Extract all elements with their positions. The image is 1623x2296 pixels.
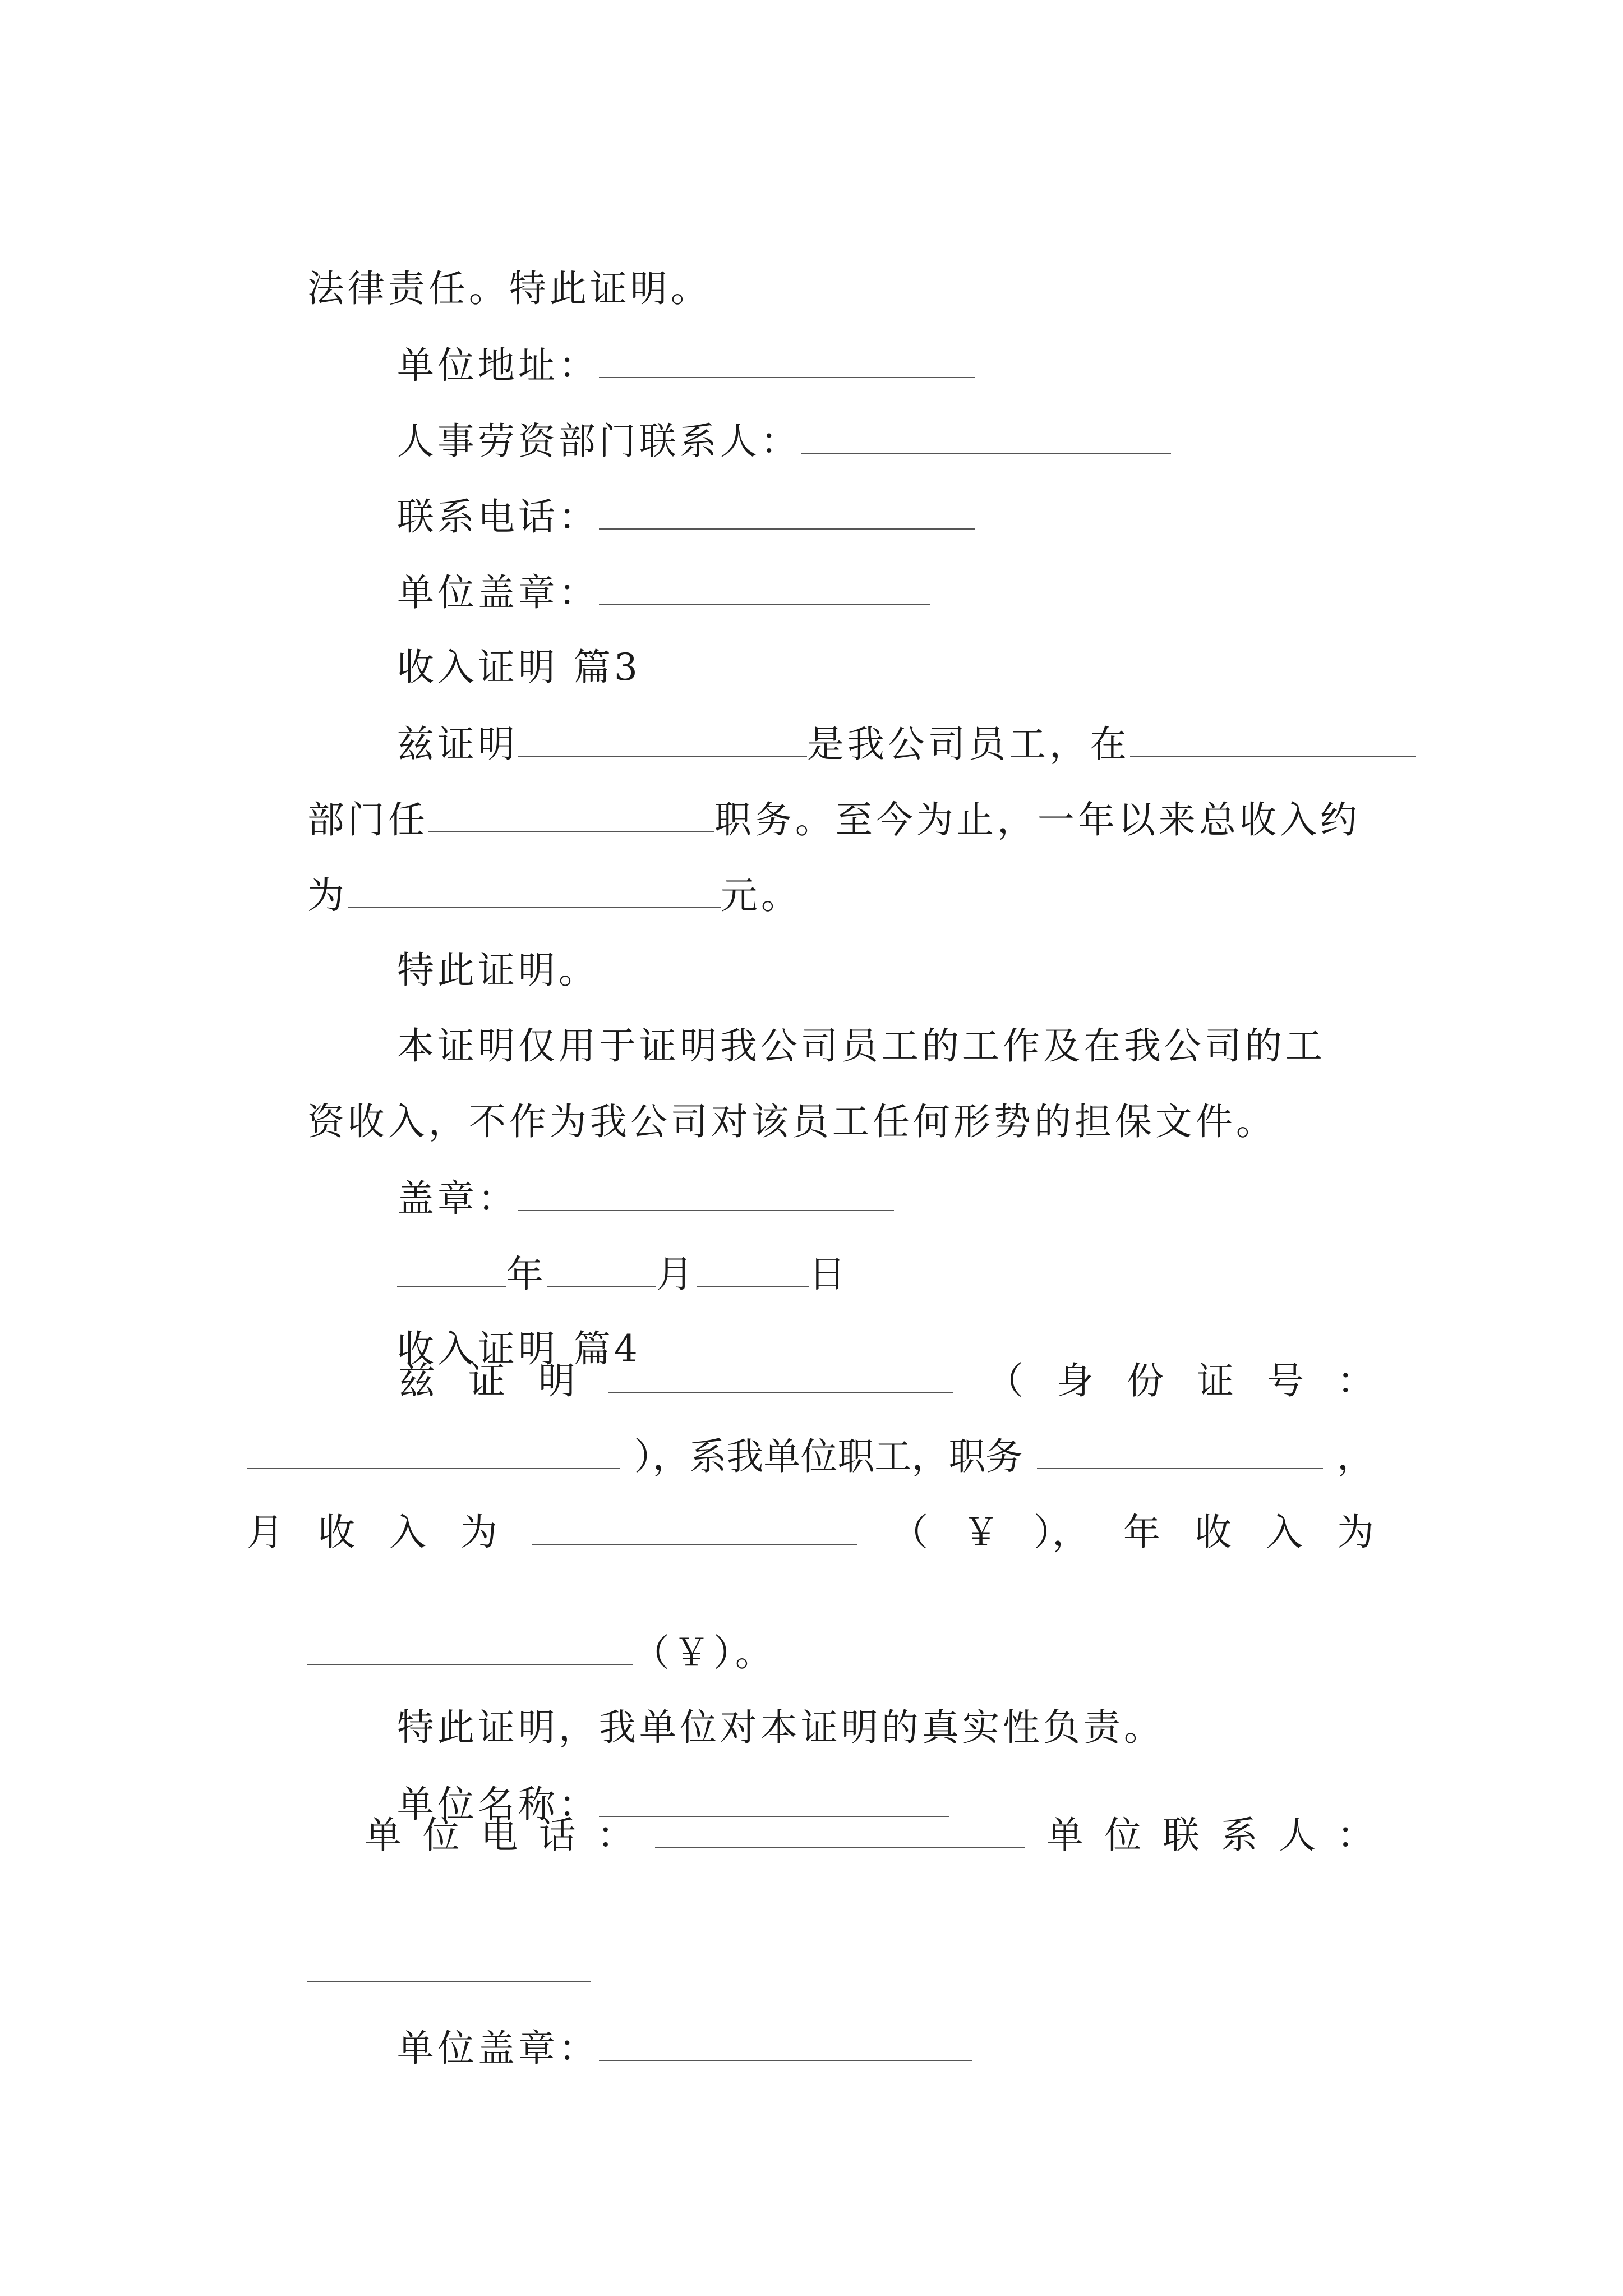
heading-text: 收入证明 篇4 xyxy=(396,1327,641,1370)
char: ￥ xyxy=(962,1511,999,1554)
unit-name-label: 单位名称： xyxy=(396,1783,599,1826)
char: 单 xyxy=(1046,1814,1083,1857)
char: 身 xyxy=(1057,1359,1094,1402)
char: 入 xyxy=(389,1511,426,1554)
line-text: 元。 xyxy=(720,874,801,917)
unit-seal-line xyxy=(336,1980,972,2116)
char: ）， xyxy=(1034,1511,1089,1554)
line-text: ），系我单位职工，职务 xyxy=(634,1435,1023,1478)
line-text: ， xyxy=(1336,1435,1374,1478)
hr-contact-label: 人事劳资部门联系人： xyxy=(396,420,801,463)
char: 兹 xyxy=(398,1359,435,1402)
char: ： xyxy=(1336,1814,1374,1857)
text-line xyxy=(247,1509,1374,1555)
day-label: 日 xyxy=(808,1253,849,1296)
monthly-income-blank xyxy=(532,1509,857,1545)
unit-seal-label: 单位盖章： xyxy=(396,2027,599,2070)
char: 份 xyxy=(1127,1359,1164,1402)
year-label: 年 xyxy=(506,1253,547,1296)
line-text: 职务。至今为止，一年以来总收入约 xyxy=(714,798,1361,841)
char: 收 xyxy=(1195,1511,1232,1554)
text-line xyxy=(247,1433,1374,1479)
unit-phone-blank xyxy=(655,1812,1025,1848)
month-label: 月 xyxy=(656,1253,697,1296)
char: 话 xyxy=(538,1814,576,1857)
char: 人 xyxy=(1279,1814,1316,1857)
char: 位 xyxy=(1104,1814,1142,1857)
char: 电 xyxy=(481,1814,518,1857)
text-line xyxy=(398,1358,1374,1404)
char: 号 xyxy=(1267,1359,1304,1402)
char: （ xyxy=(986,1359,1023,1402)
char: 单 xyxy=(365,1814,402,1857)
line-text: 特此证明。 xyxy=(396,949,599,992)
char: 联 xyxy=(1163,1814,1200,1857)
line-text: 法律责任。特此证明。 xyxy=(307,267,711,310)
char: 证 xyxy=(468,1359,505,1402)
char: 收 xyxy=(318,1511,355,1554)
line-text: 资收入，不作为我公司对该员工任何形势的担保文件。 xyxy=(307,1100,1276,1143)
char: 明 xyxy=(538,1359,575,1402)
char: 为 xyxy=(1337,1511,1374,1554)
id-number-blank xyxy=(247,1433,620,1469)
heading-text: 收入证明 篇3 xyxy=(396,646,641,689)
unit-seal-blank xyxy=(599,2025,972,2061)
seal-label: 单位盖章： xyxy=(396,571,599,614)
phone-label: 联系电话： xyxy=(396,495,599,539)
address-label: 单位地址： xyxy=(396,344,599,387)
char: 为 xyxy=(460,1511,497,1554)
line-text: （￥）。 xyxy=(632,1631,776,1674)
job-title-blank xyxy=(1037,1433,1323,1469)
line-text: 特此证明，我单位对本证明的真实性负责。 xyxy=(396,1706,1164,1749)
name-blank xyxy=(608,1358,953,1393)
line-text: 兹证明 xyxy=(396,723,518,766)
char: ： xyxy=(597,1814,634,1857)
contact-person-blank xyxy=(307,1947,591,1982)
char: 入 xyxy=(1266,1511,1303,1554)
seal-blank xyxy=(599,569,930,605)
line-text: 本证明仅用于证明我公司员工的工作及在我公司的工 xyxy=(396,1024,1326,1068)
char: ： xyxy=(1337,1359,1374,1402)
stamp-label: 盖章： xyxy=(396,1177,518,1220)
line-text: 部门任 xyxy=(307,798,428,841)
line-text: 为 xyxy=(307,874,348,917)
char: 系 xyxy=(1220,1814,1258,1857)
char: 证 xyxy=(1197,1359,1234,1402)
day-blank xyxy=(697,1251,809,1287)
char: 月 xyxy=(247,1511,284,1554)
text-line xyxy=(365,1812,1374,1858)
char: 年 xyxy=(1123,1511,1160,1554)
char: 位 xyxy=(422,1814,460,1857)
char: （ xyxy=(891,1511,928,1554)
line-text: 是我公司员工，在 xyxy=(806,723,1130,766)
